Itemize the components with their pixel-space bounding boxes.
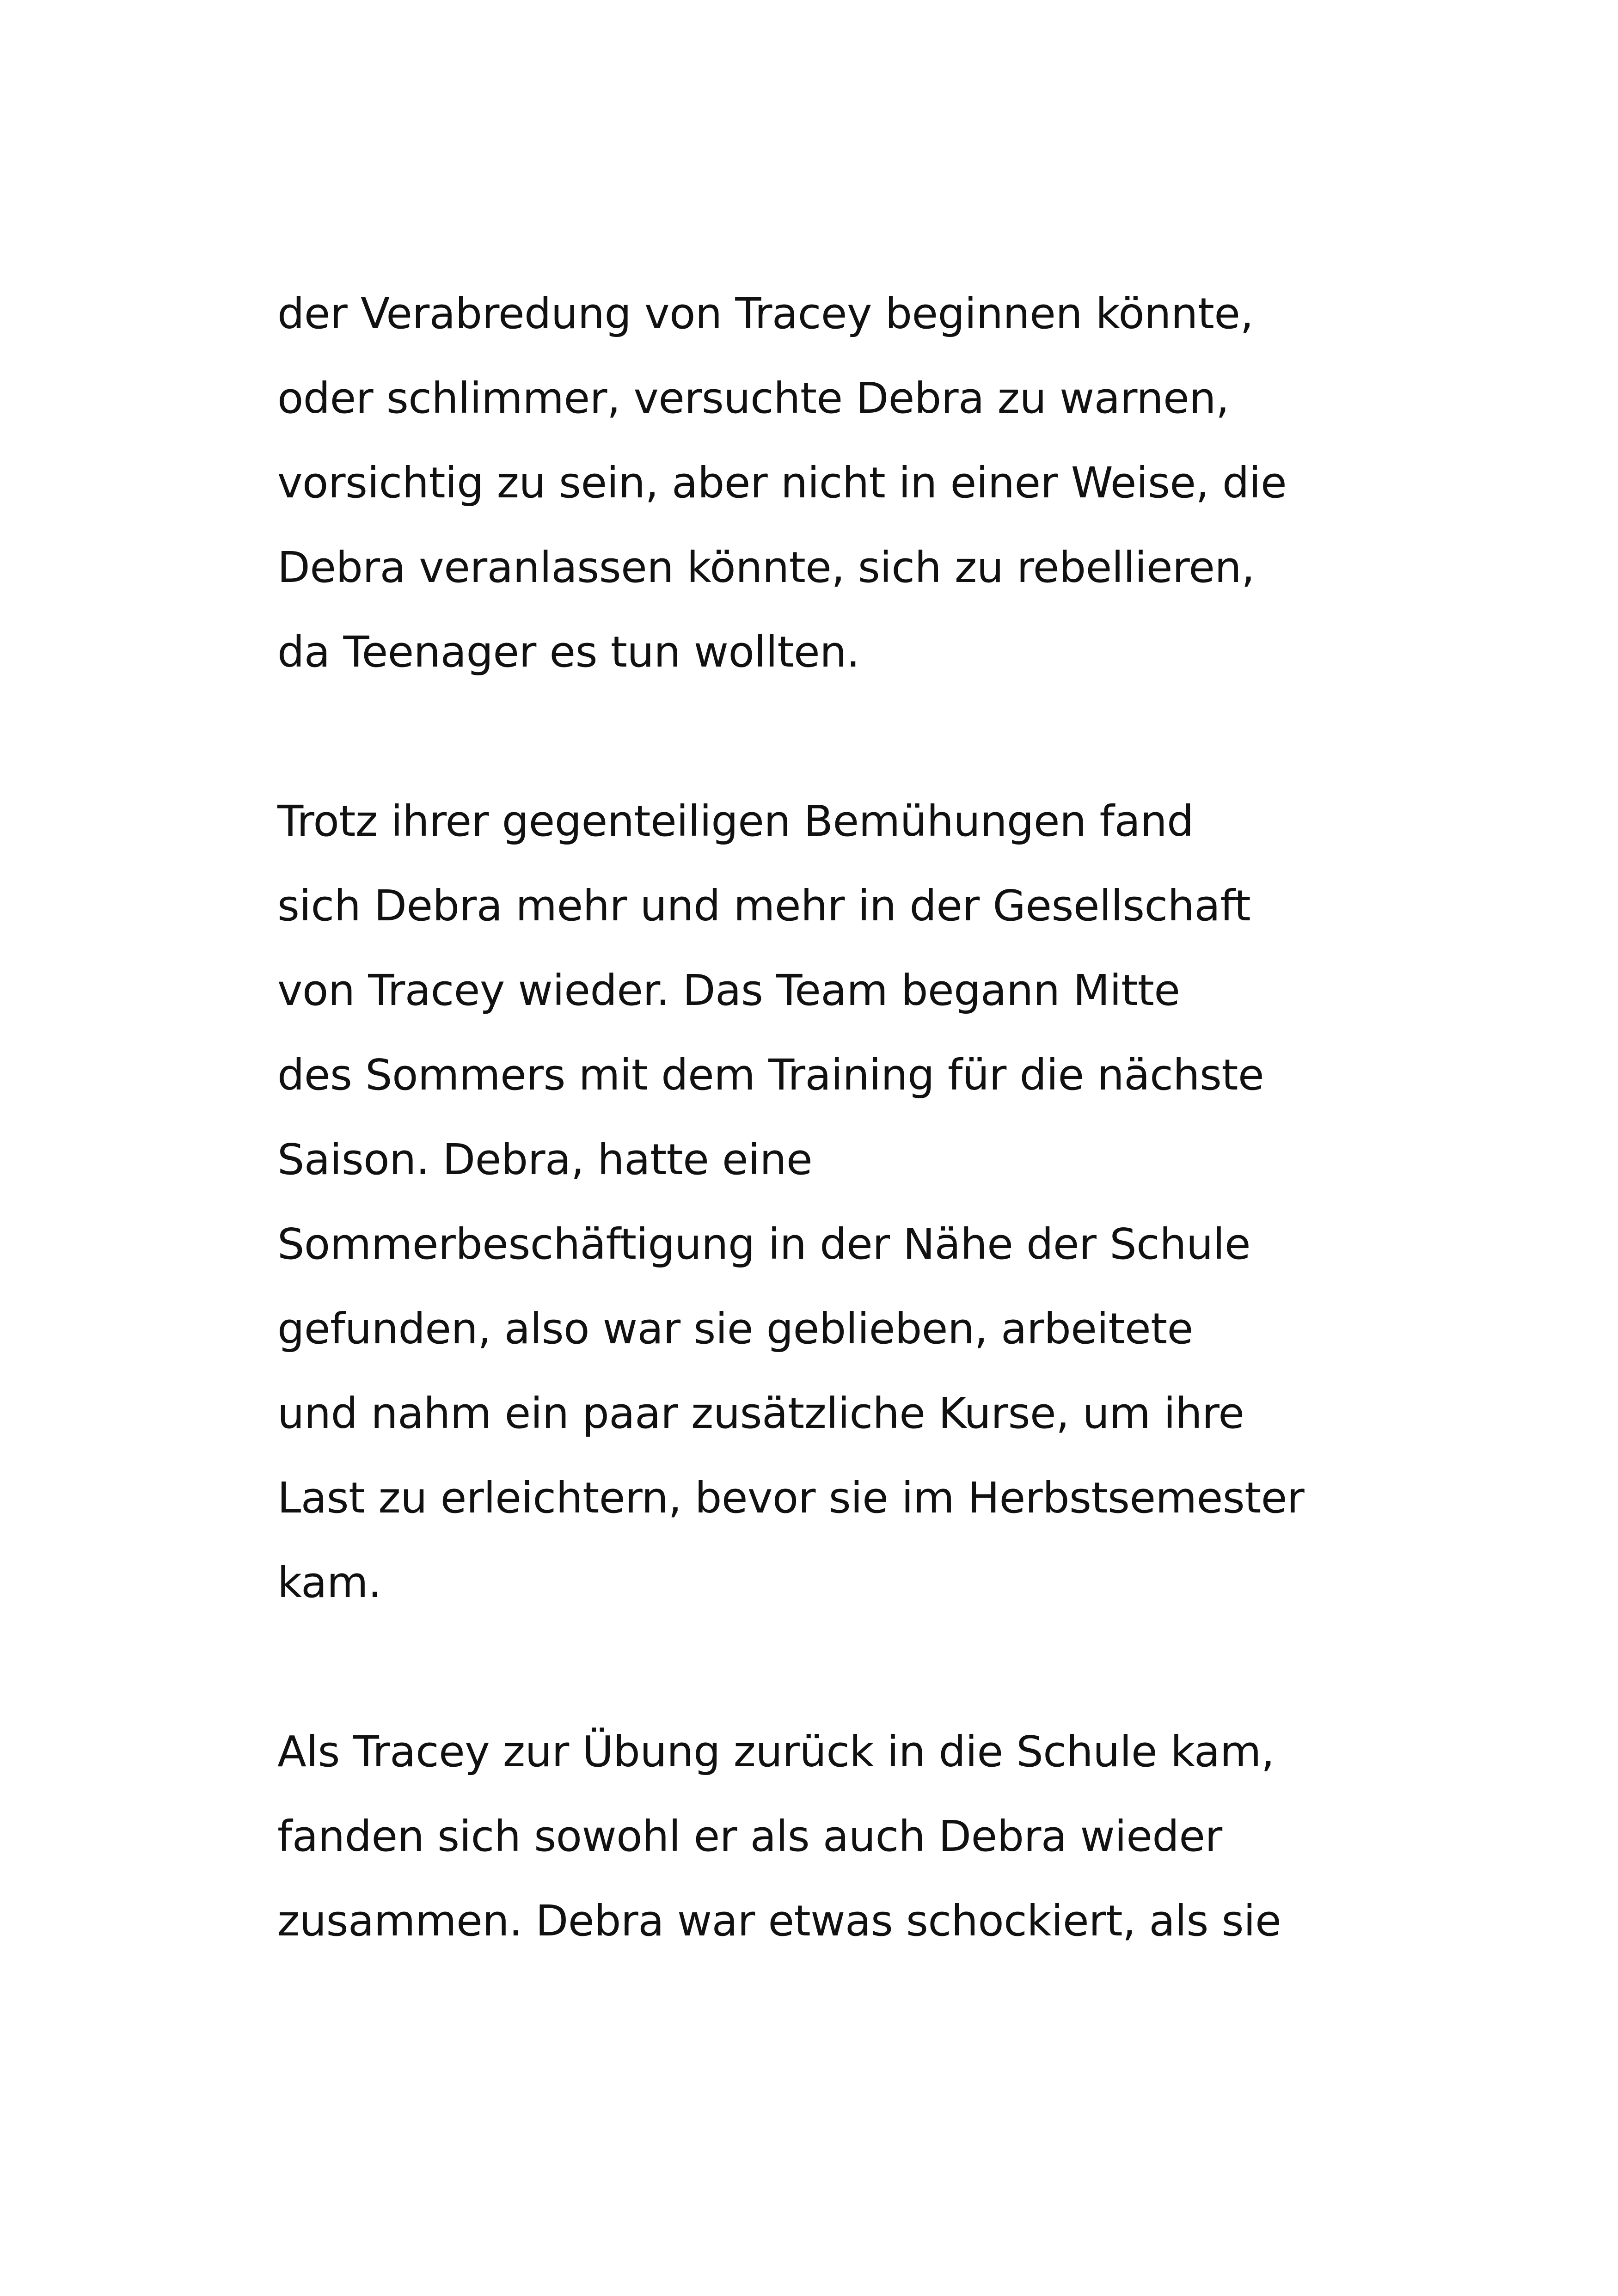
text-line: da Teenager es tun wollten. [277,627,860,677]
text-line: Last zu erleichtern, bevor sie im Herbstsemester [277,1473,1305,1523]
paragraph-2 [277,779,1387,1625]
text-line: von Tracey wieder. Das Team begann Mitte [277,966,1180,1015]
text-line: Trotz ihrer gegenteiligen Bemühungen fand [277,796,1194,846]
paragraph-3 [277,1709,1387,1963]
text-line: Debra veranlassen könnte, sich zu rebellieren, [277,543,1255,592]
text-line: vorsichtig zu sein, aber nicht in einer Weise, die [277,458,1287,508]
paragraph-1 [277,271,1387,694]
text-line: oder schlimmer, versuchte Debra zu warnen, [277,373,1229,423]
text-line: und nahm ein paar zusätzliche Kurse, um ihre [277,1389,1244,1438]
text-line: des Sommers mit dem Training für die nächste [277,1050,1264,1100]
text-line: kam. [277,1558,381,1607]
text-line: Als Tracey zur Übung zurück in die Schule kam, [277,1727,1275,1776]
text-line: gefunden, also war sie geblieben, arbeitete [277,1304,1193,1353]
text-line: Saison. Debra, hatte eine [277,1135,813,1184]
text-line: zusammen. Debra war etwas schockiert, als sie [277,1896,1281,1946]
text-line: der Verabredung von Tracey beginnen könnte, [277,289,1254,338]
text-line: fanden sich sowohl er als auch Debra wieder [277,1812,1222,1861]
text-line: Sommerbeschäftigung in der Nähe der Schule [277,1219,1250,1269]
text-line: sich Debra mehr und mehr in der Gesellschaft [277,881,1251,931]
